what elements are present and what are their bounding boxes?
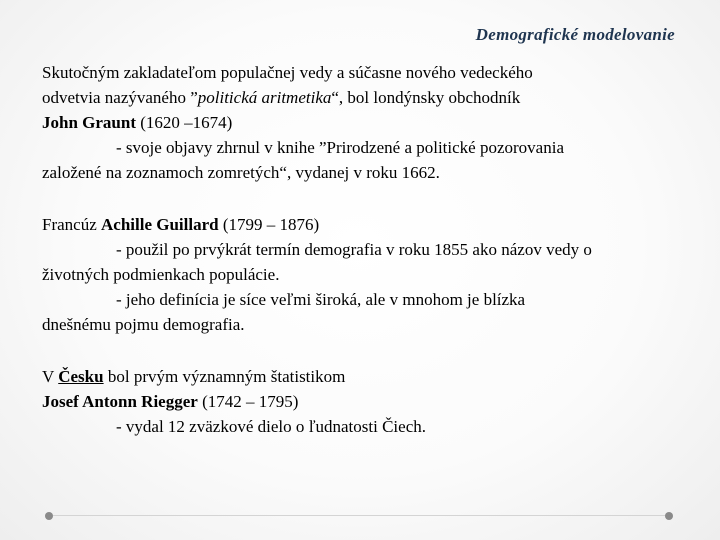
p2-bullet1-line2: životných podmienkach populácie. [42, 265, 280, 284]
p2-pre: Francúz [42, 215, 102, 234]
footer-divider [53, 515, 665, 516]
p2-bullet2-line2: dnešnému pojmu demografia. [42, 315, 245, 334]
p3-line1 [42, 364, 682, 389]
achille-guillard-name: Achille Guillard [101, 215, 219, 234]
right-dot-icon [665, 512, 673, 520]
p1-line2-post: “, bol londýnsky obchodník [331, 88, 521, 107]
p1-line3 [42, 110, 682, 135]
political-arithmetic-term: politická aritmetika [197, 88, 332, 107]
john-graunt-years: (1620 –1674) [136, 113, 233, 132]
cesko-link[interactable]: Česku [58, 367, 104, 386]
left-dot-icon [45, 512, 53, 520]
p1-bullet-line2: založené na zoznamoch zomretých“, vydanej v roku 1662. [42, 163, 440, 182]
riegger-name: Josef Antonn Riegger [42, 392, 198, 411]
p3-post: bol prvým významným štatistikom [103, 367, 346, 386]
p3-bullet-line1: - vydal 12 zväzkové dielo o ľudnatosti Čiech. [116, 417, 426, 436]
p3-line2 [42, 389, 682, 414]
p2-bullet2-line1: - jeho definícia je síce veľmi široká, ale v mnohom je blízka [116, 290, 526, 309]
riegger-years: (1742 – 1795) [197, 392, 299, 411]
john-graunt-name: John Graunt [42, 113, 136, 132]
p1-line1: Skutočným zakladateľom populačnej vedy a súčasne nového vedeckého [42, 63, 533, 82]
p1-line2 [42, 85, 682, 110]
p1-bullet-line1: - svoje objavy zhrnul v knihe ”Prirodzené a politické pozorovania [116, 138, 564, 157]
slide-content [42, 60, 682, 439]
achille-guillard-years: (1799 – 1876) [218, 215, 320, 234]
p2-line1 [42, 212, 682, 237]
slide-title: Demografické modelovanie [475, 25, 675, 44]
p1-line2-pre: odvetvia nazývaného ” [42, 88, 198, 107]
p3-pre: V [42, 367, 59, 386]
p2-bullet1-line1: - použil po prvýkrát termín demografia v roku 1855 ako názov vedy o [116, 240, 592, 259]
